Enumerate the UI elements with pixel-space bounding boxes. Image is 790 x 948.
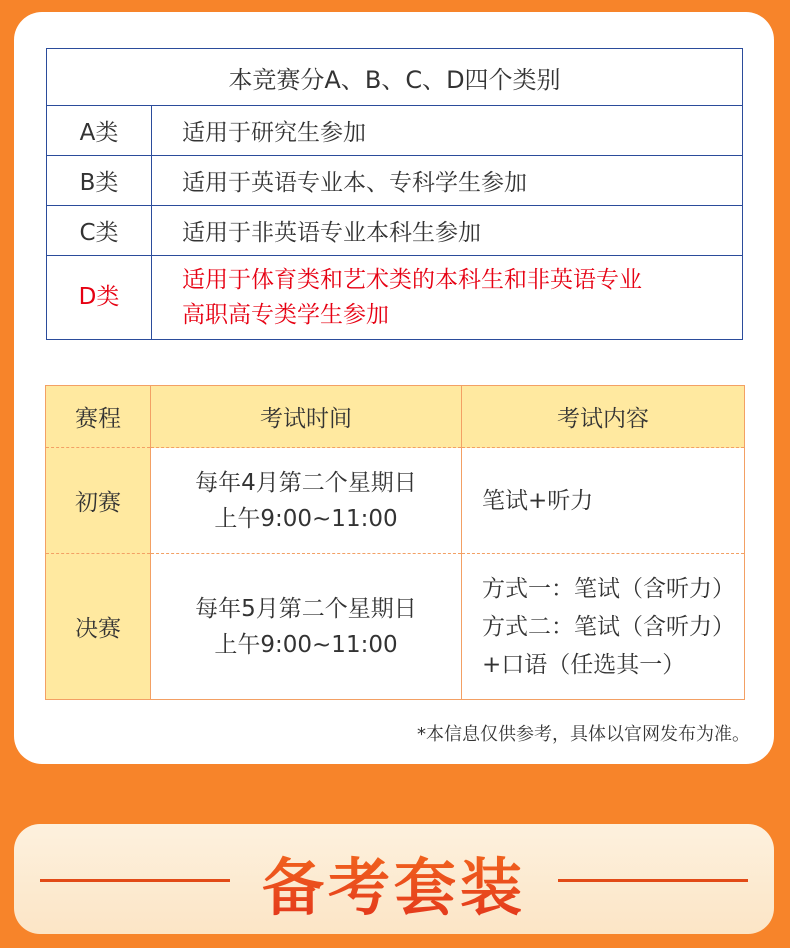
time-cell [151,448,462,554]
banner-divider-right [558,879,748,882]
time-line: 上午9:00~11:00 [214,631,398,658]
table-row [47,206,743,256]
schedule-header-row [46,386,745,448]
category-table [46,48,743,340]
category-key: B类 [47,156,152,206]
category-desc-line: 适用于体育类和艺术类的本科生和非英语专业 [182,266,642,293]
category-key: D类 [47,256,152,340]
banner-title: 备考套装 [14,838,774,927]
category-table-header: 本竞赛分A、B、C、D四个类别 [47,49,743,106]
category-desc: 适用于非英语专业本科生参加 [152,206,743,256]
info-card [14,12,774,764]
content-line: 方式二：笔试（含听力） [482,613,735,640]
table-row [47,156,743,206]
category-key: A类 [47,106,152,156]
category-desc-line: 高职高专类学生参加 [182,301,389,328]
stage-cell: 决赛 [46,554,151,700]
category-desc: 适用于研究生参加 [152,106,743,156]
column-header: 考试时间 [151,386,462,448]
column-header: 考试内容 [462,386,745,448]
time-line: 每年5月第二个星期日 [195,595,417,622]
content-line: 方式一：笔试（含听力） [482,575,735,602]
content-line: +口语（任选其一） [482,651,686,678]
category-desc [152,256,743,340]
table-row [47,256,743,340]
content-cell [462,448,745,554]
table-row [47,106,743,156]
time-line: 每年4月第二个星期日 [195,469,417,496]
table-row [46,554,745,700]
schedule-table [45,385,745,700]
section-banner [14,824,774,934]
content-cell [462,554,745,700]
column-header: 赛程 [46,386,151,448]
time-cell [151,554,462,700]
content-line: 笔试+听力 [482,487,594,514]
disclaimer-note: *本信息仅供参考，具体以官网发布为准。 [417,724,750,745]
category-key: C类 [47,206,152,256]
time-line: 上午9:00~11:00 [214,505,398,532]
category-desc: 适用于英语专业本、专科学生参加 [152,156,743,206]
stage-cell: 初赛 [46,448,151,554]
table-row [46,448,745,554]
